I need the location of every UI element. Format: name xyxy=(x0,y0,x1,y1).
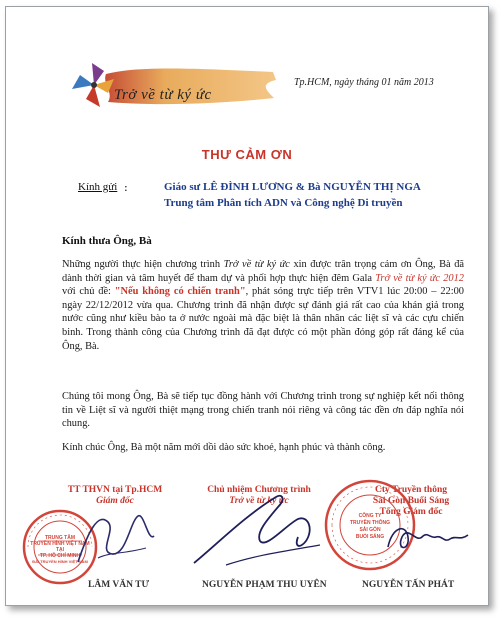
body-paragraph-1 xyxy=(62,258,464,353)
p1-program-year: Trở về từ ký ức 2012 xyxy=(375,272,464,284)
recipient-line-2: Trung tâm Phân tích ADN và Công nghệ Di truyền xyxy=(164,197,403,209)
p1-text-a: Những người thực hiện chương trình xyxy=(62,259,224,270)
sig2-org: Chủ nhiệm Chương trình xyxy=(207,485,311,495)
recipient-colon: : xyxy=(124,181,128,194)
stamp-right-line-3: BUỔI SÁNG xyxy=(355,534,385,540)
pinwheel-icon xyxy=(72,63,114,107)
sig1-role: Giám đốc xyxy=(96,496,134,506)
p1-text-b: xin được trân trọng cảm ơn Ông, Bà đã dành thời gian và tâm huyết để tham dự và phối hợp thực hiện đêm Gala xyxy=(62,259,465,284)
date-line: Tp.HCM, ngày tháng 01 năm 2013 xyxy=(294,77,434,88)
stamp-right-line-0: CÔNG TY xyxy=(358,513,382,519)
recipient-line-1: Giáo sư LÊ ĐÌNH LƯƠNG & Bà NGUYỄN THỊ NGA xyxy=(164,181,421,193)
signature-2-icon xyxy=(186,485,326,575)
p1-text-d: , phát sóng trực tiếp trên VTV1 lúc 20:00 – 22:00 ngày 22/12/2012 vừa qua. Chương trình đã nhận được sự đánh giá rất cao của khán giả trong nước cũng như kiều bào ta ở nước ngoài mà đặc biệt là thân nhân các liệt sĩ và các cựu chiến binh. Trong thành công của Chương trình đã đạt được có một phần đóng góp rất đáng kể của Ông, Bà. xyxy=(62,286,464,352)
greeting: Kính thưa Ông, Bà xyxy=(62,235,152,247)
body-paragraph-3: Kính chúc Ông, Bà một năm mới dồi dào sức khoẻ, hạnh phúc và thành công. xyxy=(62,442,386,453)
stamp-left-line-3: TẠI xyxy=(55,547,65,553)
body-paragraph-2: Chúng tôi mong Ông, Bà sẽ tiếp tục đồng hành với Chương trình trong sự nghiệp kết nối thông tin về Liệt sĩ và người thiệt mạng trong chiến tranh nói riêng và công tác đền ơn đáp nghĩa nói chung. xyxy=(62,391,464,430)
program-logo xyxy=(68,52,278,118)
sig1-org: TT THVN tại Tp.HCM xyxy=(67,485,163,495)
p1-text-c: với chủ đề: xyxy=(62,286,115,298)
stamp-left-line-2: TRUYỀN HÌNH VIỆT NAM xyxy=(30,541,90,547)
p1-theme: "Nếu không có chiến tranh" xyxy=(114,286,246,298)
stamp-right-line-1: TRUYỀN THÔNG xyxy=(350,520,390,526)
signature-1-icon xyxy=(68,502,158,572)
signature-name-3: NGUYỄN TẤN PHÁT xyxy=(362,580,455,590)
signature-name-2: NGUYỄN PHẠM THU UYÊN xyxy=(202,580,327,590)
p1-program: Trở về từ ký ức xyxy=(223,259,290,270)
letter-page xyxy=(5,6,489,606)
stamp-left-line-0: ĐÀI TRUYỀN HÌNH VIỆT NAM xyxy=(32,559,88,564)
signature-name-1: LÂM VĂN TƯ xyxy=(88,580,150,590)
signature-3-icon xyxy=(382,507,472,567)
stamp-left-line-4: TP. HỒ CHÍ MINH xyxy=(39,553,81,559)
sig2-role: Trở về từ ký ức xyxy=(229,496,289,506)
stamp-left-line-1: TRUNG TÂM xyxy=(45,535,75,541)
stamp-right-line-2: SÀI GÒN xyxy=(359,527,381,533)
sig3-org2: Sài Gòn Buổi Sáng xyxy=(372,496,450,506)
sig3-org: Cty Truyền thông xyxy=(375,485,447,495)
sig3-role: Tổng Giám đốc xyxy=(379,507,443,517)
logo-text: Trở về từ ký ức xyxy=(114,87,212,103)
recipient-label: Kính gửi xyxy=(78,181,118,193)
page-title: THƯ CẢM ƠN xyxy=(201,147,293,162)
